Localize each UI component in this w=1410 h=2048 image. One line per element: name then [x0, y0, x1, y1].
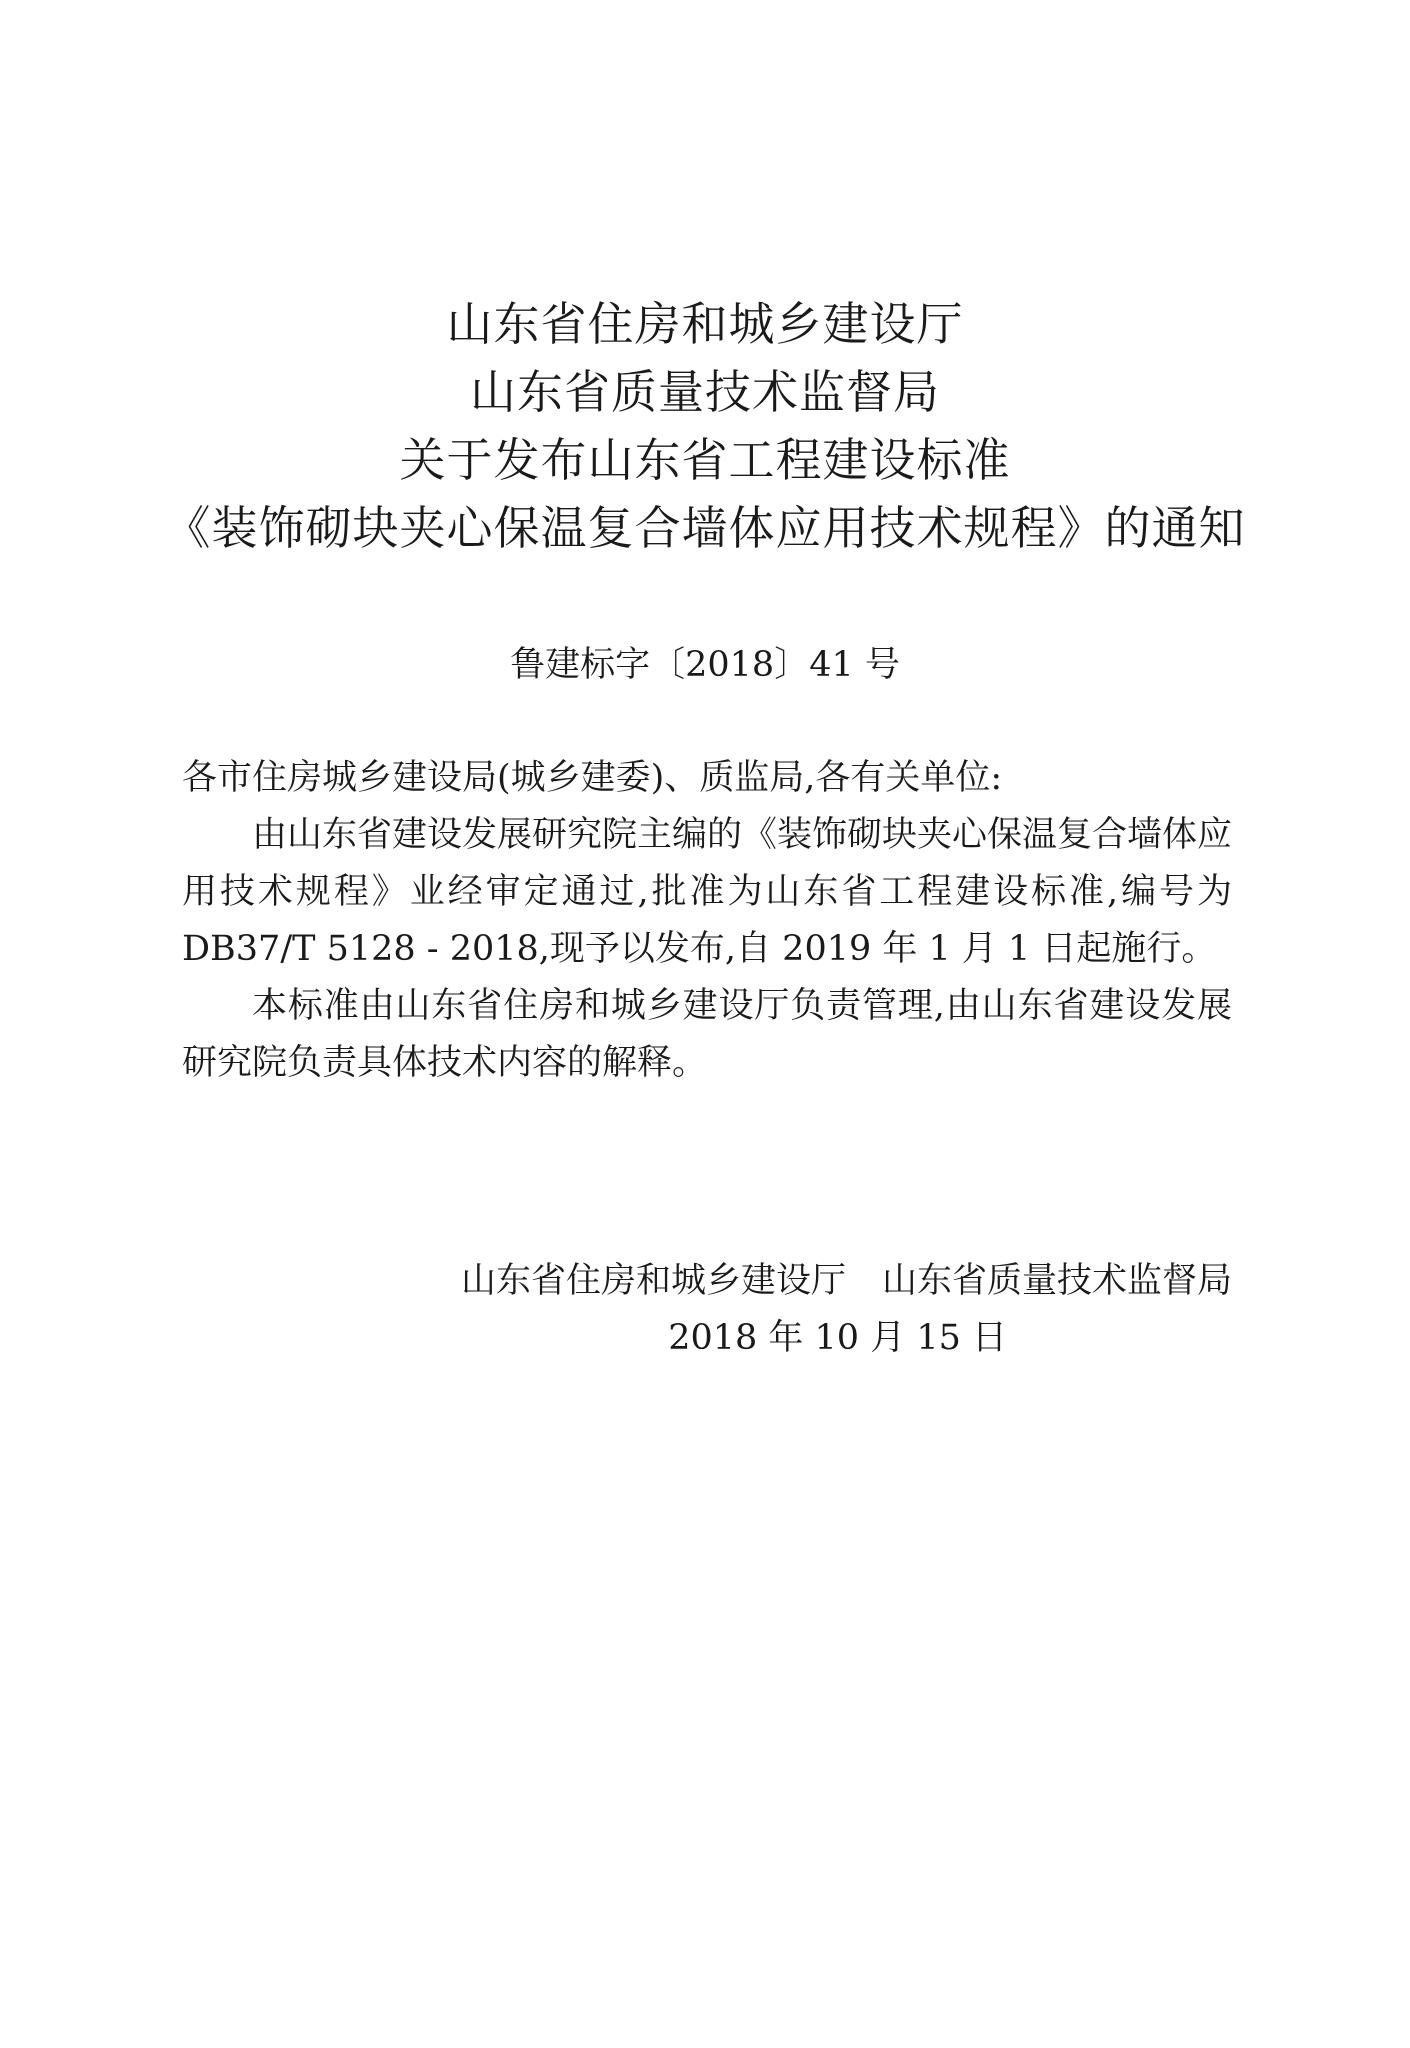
signature-date: 2018 年 10 月 15 日: [668, 1318, 1007, 1358]
document-number: 鲁建标字〔2018〕41 号: [510, 645, 900, 685]
signature-org-quality: 山东省质量技术监督局: [881, 1261, 1232, 1301]
body-paragraph-2: 本标准由山东省住房和城乡建设厅负责管理,由山东省建设发展研究院负责具体技术内容的解释。: [182, 986, 1232, 1083]
title-line-2: 山东省质量技术监督局: [470, 365, 940, 419]
title-line-3: 关于发布山东省工程建设标准: [399, 433, 1011, 487]
notice-body: [182, 750, 1232, 1092]
notice-title: [0, 290, 1410, 562]
signature-organizations: [461, 1253, 1232, 1310]
body-paragraph-1: 由山东省建设发展研究院主编的《装饰砌块夹心保温复合墙体应用技术规程》业经审定通过,批准为山东省工程建设标准,编号为 DB37/T 5128 - 2018,现予以发布,自 2019 年 1 月 1 日起施行。: [182, 815, 1233, 969]
addressee-line: 各市住房城乡建设局(城乡建委)、质监局,各有关单位:: [182, 758, 1003, 798]
title-line-4: 《装饰砌块夹心保温复合墙体应用技术规程》的通知: [164, 501, 1246, 555]
signature-org-housing: 山东省住房和城乡建设厅: [460, 1261, 846, 1301]
title-line-1: 山东省住房和城乡建设厅: [446, 297, 964, 351]
signature-block: [461, 1253, 1232, 1367]
